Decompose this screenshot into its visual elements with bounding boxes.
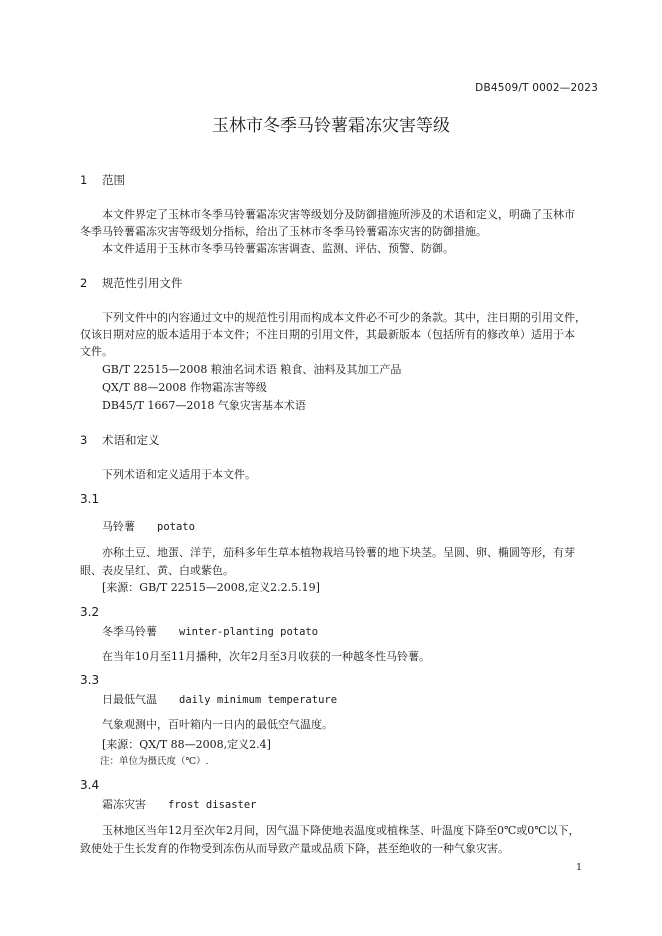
definition-line: 亦称土豆、地蛋、洋芋，茄科多年生草本植物栽培马铃薯的地下块茎。呈圆、卵、椭圆等形，有芽	[102, 546, 575, 559]
term-zh: 冬季马铃薯	[102, 625, 157, 638]
section-number: 2	[80, 276, 88, 290]
section-title: 规范性引用文件	[102, 276, 183, 290]
term-heading	[102, 691, 337, 707]
section-heading-1	[80, 172, 125, 188]
reference-item: QX/T 88—2008 作物霜冻害等级	[102, 381, 267, 394]
definition-line: 致使处于生长发育的作物受到冻伤从而导致产量或品质下降，甚至绝收的一种气象灾害。	[80, 842, 509, 855]
paragraph-line: 本文件适用于玉林市冬季马铃薯霜冻害调查、监测、评估、预警、防御。	[102, 242, 454, 255]
term-en: potato	[157, 521, 195, 533]
document-number: DB4509/T 0002—2023	[475, 82, 598, 94]
paragraph-line: 冬季马铃薯霜冻灾害等级划分指标，给出了玉林市冬季马铃薯霜冻灾害的防御措施。	[80, 225, 487, 238]
source-citation: [来源：GB/T 22515—2008,定义2.2.5.19]	[102, 581, 320, 594]
term-number: 3.1	[80, 492, 100, 506]
term-heading	[102, 518, 195, 534]
term-heading	[102, 623, 318, 639]
term-number: 3.4	[80, 778, 100, 792]
paragraph-line: 仅该日期对应的版本适用于本文件；不注日期的引用文件，其最新版本（包括所有的修改单）适用于本	[80, 328, 575, 341]
reference-item: GB/T 22515—2008 粮油名词术语 粮食、油料及其加工产品	[102, 363, 402, 376]
section-heading-2	[80, 275, 183, 291]
section-number: 3	[80, 433, 88, 447]
page-number: 1	[575, 862, 582, 873]
note: 注：单位为摄氏度（℃）.	[100, 756, 209, 767]
term-en: winter-planting potato	[179, 626, 319, 638]
section-title: 范围	[102, 173, 125, 187]
section-number: 1	[80, 173, 88, 187]
paragraph-line: 下列术语和定义适用于本文件。	[102, 468, 256, 481]
term-number: 3.3	[80, 673, 100, 687]
paragraph-line: 文件。	[80, 345, 113, 358]
definition-line: 在当年10月至11月播种，次年2月至3月收获的一种越冬性马铃薯。	[102, 650, 430, 663]
term-en: daily minimum temperature	[179, 694, 338, 706]
term-zh: 日最低气温	[102, 693, 157, 706]
paragraph-line: 本文件界定了玉林市冬季马铃薯霜冻灾害等级划分及防御措施所涉及的术语和定义，明确了玉林市	[102, 208, 575, 221]
term-zh: 霜冻灾害	[102, 798, 146, 811]
source-citation: [来源：QX/T 88—2008,定义2.4]	[102, 738, 271, 751]
paragraph-line: 下列文件中的内容通过文中的规范性引用而构成本文件必不可少的条款。其中，注日期的引用文件，	[102, 311, 586, 324]
term-heading	[102, 796, 257, 812]
reference-item: DB45/T 1667—2018 气象灾害基本术语	[102, 399, 306, 412]
section-title: 术语和定义	[102, 433, 160, 447]
page-title: 玉林市冬季马铃薯霜冻灾害等级	[212, 116, 450, 136]
definition-line: 气象观测中，百叶箱内一日内的最低空气温度。	[102, 718, 333, 731]
definition-line: 眼、表皮呈红、黄、白或紫色。	[80, 564, 234, 577]
term-number: 3.2	[80, 605, 100, 619]
section-heading-3	[80, 432, 160, 448]
term-zh: 马铃薯	[102, 520, 135, 533]
term-en: frost disaster	[168, 799, 257, 811]
definition-line: 玉林地区当年12月至次年2月间，因气温下降使地表温度或植株茎、叶温度下降至0℃或0℃以下，	[102, 824, 580, 837]
